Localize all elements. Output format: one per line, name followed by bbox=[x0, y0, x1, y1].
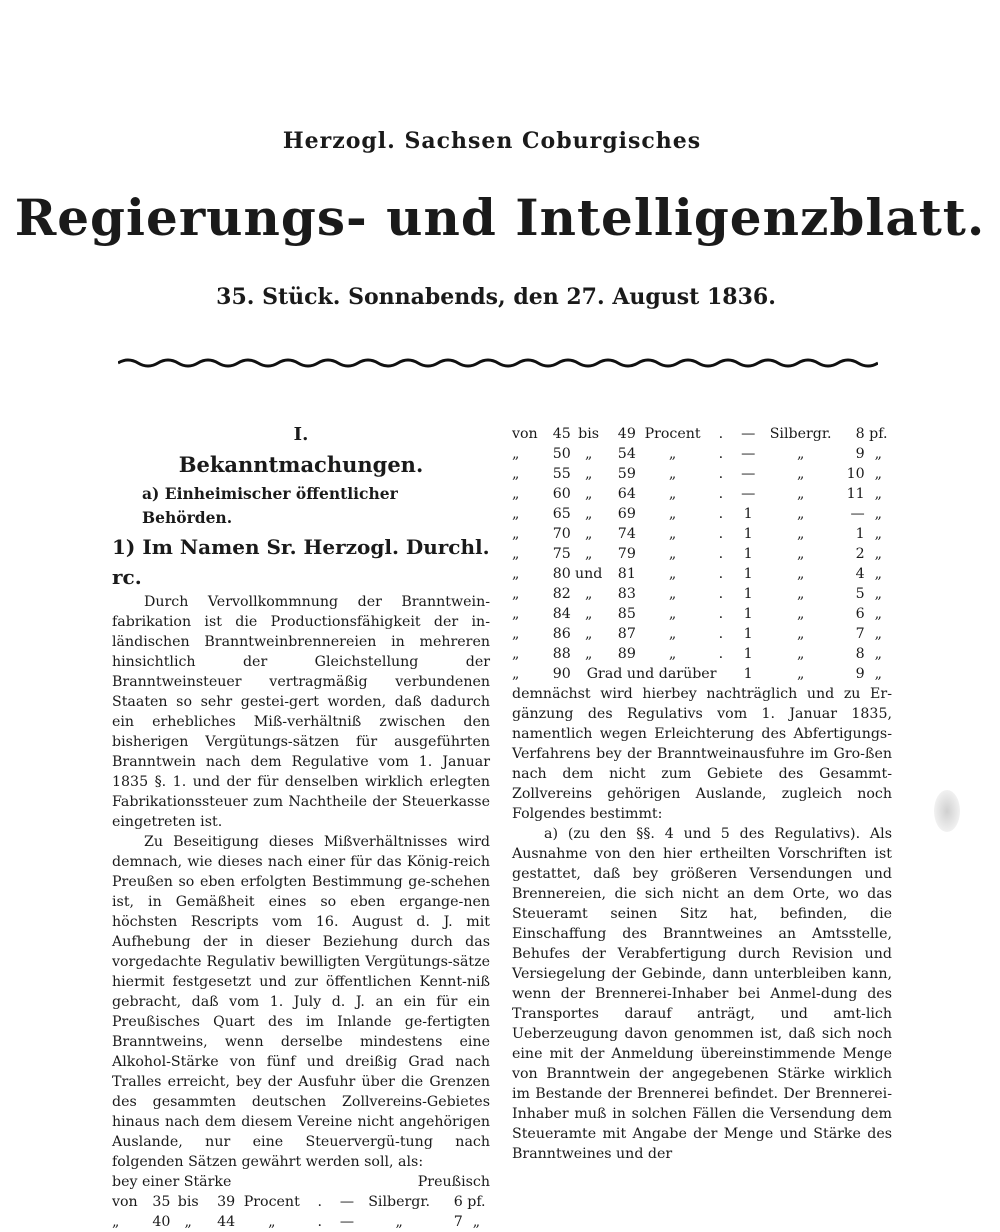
table-cell: „ bbox=[584, 526, 593, 542]
table-row bbox=[112, 1212, 490, 1232]
table-cell: 65 bbox=[552, 506, 571, 522]
table-cell: . bbox=[718, 566, 724, 582]
table-row bbox=[112, 1192, 490, 1212]
table-cell: „ bbox=[512, 526, 520, 542]
table-cell: . bbox=[317, 1194, 323, 1210]
table-row bbox=[512, 524, 892, 544]
table-cell: — bbox=[741, 486, 756, 502]
table-cell: Silbergr. bbox=[368, 1194, 431, 1210]
table-cell: „ bbox=[796, 486, 805, 502]
table-row bbox=[512, 464, 892, 484]
table-cell: — bbox=[741, 446, 756, 462]
table-cell: „ bbox=[796, 446, 805, 462]
table-cell: . bbox=[718, 446, 724, 462]
table-cell: „ bbox=[512, 606, 520, 622]
table-row bbox=[512, 504, 892, 524]
table-cell: 54 bbox=[617, 446, 636, 462]
table-cell: — bbox=[741, 466, 756, 482]
table-cell: „ bbox=[668, 506, 677, 522]
table-cell: Procent bbox=[644, 426, 701, 442]
table-cell: 60 bbox=[552, 486, 571, 502]
table-cell: „ bbox=[472, 1214, 481, 1230]
table-cell: „ bbox=[796, 606, 805, 622]
section-number: I. bbox=[293, 424, 309, 445]
table-cell: 70 bbox=[552, 526, 571, 542]
table-cell: „ bbox=[796, 586, 805, 602]
table-cell: „ bbox=[874, 486, 882, 502]
rate-table bbox=[512, 424, 892, 684]
table-cell: „ bbox=[874, 606, 882, 622]
table-cell: 1 bbox=[743, 586, 753, 602]
table-cell: „ bbox=[874, 526, 882, 542]
table-cell: „ bbox=[668, 626, 677, 642]
table-cell: „ bbox=[668, 606, 677, 622]
table-cell: „ bbox=[584, 506, 593, 522]
table-cell: 45 bbox=[552, 426, 571, 442]
table-cell: „ bbox=[584, 646, 593, 662]
table-cell: 79 bbox=[617, 546, 636, 562]
table-cell: . bbox=[317, 1214, 323, 1230]
table-cell: „ bbox=[512, 506, 520, 522]
table-cell: „ bbox=[112, 1214, 120, 1230]
table-cell: 88 bbox=[552, 646, 571, 662]
issue-line: 35. Stück. Sonnabends, den 27. August 1836. bbox=[216, 284, 776, 310]
table-cell: „ bbox=[668, 566, 677, 582]
table-cell: 7 bbox=[453, 1214, 463, 1230]
table-cell: 89 bbox=[617, 646, 636, 662]
table-cell: — bbox=[339, 1214, 355, 1230]
table-cell: . bbox=[718, 426, 724, 442]
table-cell: pf. bbox=[467, 1194, 486, 1210]
subsubsection-title: 1) Im Namen Sr. Herzogl. Durchl. rc. bbox=[112, 535, 490, 589]
table-cell: „ bbox=[668, 586, 677, 602]
paragraph: demnächst wird hierbey nachträglich und zu Er-gänzung des Regulativs vom 1. Januar 1835, namentlich wegen Erleichterung des Abfertigungs-Verfahrens bey der Branntweinausfuhre im Gro-ßen nach dem nicht zum Gebiete des Gesammt-Zollvereins gehörigen Auslande, zugleich noch Folgendes bestimmt: bbox=[512, 686, 892, 822]
table-cell: „ bbox=[668, 646, 677, 662]
table-cell: 75 bbox=[552, 546, 571, 562]
table-cell: „ bbox=[796, 626, 805, 642]
rate-table-head bbox=[112, 1172, 490, 1192]
table-cell: „ bbox=[796, 546, 805, 562]
table-cell: — bbox=[850, 506, 865, 522]
table-cell: 1 bbox=[743, 626, 753, 642]
table-cell: „ bbox=[584, 546, 593, 562]
table-cell: „ bbox=[796, 646, 805, 662]
table-cell: „ bbox=[874, 446, 882, 462]
table-cell: 82 bbox=[552, 586, 571, 602]
publisher-line: Herzogl. Sachsen Coburgisches bbox=[282, 128, 702, 154]
table-cell: „ bbox=[874, 626, 882, 642]
table-cell: von bbox=[512, 426, 538, 442]
table-cell: Procent bbox=[243, 1194, 300, 1210]
table-cell: 6 bbox=[855, 606, 865, 622]
table-cell: „ bbox=[584, 606, 593, 622]
table-cell: 9 bbox=[855, 666, 865, 682]
table-cell: . bbox=[718, 466, 724, 482]
table-cell: 10 bbox=[846, 466, 865, 482]
table-row bbox=[512, 444, 892, 464]
paper-stain bbox=[934, 790, 960, 832]
table-cell: „ bbox=[874, 646, 882, 662]
table-cell: „ bbox=[668, 486, 677, 502]
table-cell: „ bbox=[668, 466, 677, 482]
table-cell: „ bbox=[874, 506, 882, 522]
table-cell: 2 bbox=[855, 546, 865, 562]
table-head-right: Preußisch bbox=[417, 1174, 490, 1190]
table-cell: 4 bbox=[855, 566, 865, 582]
table-row bbox=[512, 604, 892, 624]
table-cell: „ bbox=[584, 446, 593, 462]
table-row bbox=[512, 484, 892, 504]
table-cell: 1 bbox=[855, 526, 865, 542]
table-cell: . bbox=[718, 506, 724, 522]
table-cell: 1 bbox=[743, 606, 753, 622]
table-row bbox=[512, 584, 892, 604]
table-cell: „ bbox=[512, 626, 520, 642]
table-cell: bis bbox=[578, 426, 600, 442]
table-cell: . bbox=[718, 546, 724, 562]
table-cell: 81 bbox=[617, 566, 636, 582]
table-cell: 69 bbox=[617, 506, 636, 522]
table-row bbox=[512, 624, 892, 644]
table-cell: bis bbox=[177, 1194, 199, 1210]
table-head-left: bey einer Stärke bbox=[112, 1174, 232, 1190]
table-cell: pf. bbox=[869, 426, 888, 442]
table-cell: „ bbox=[584, 466, 593, 482]
table-cell: 1 bbox=[743, 566, 753, 582]
table-cell: 8 bbox=[855, 426, 865, 442]
table-cell: „ bbox=[796, 506, 805, 522]
table-cell: „ bbox=[512, 446, 520, 462]
table-cell: 35 bbox=[152, 1194, 171, 1210]
table-cell: 50 bbox=[552, 446, 571, 462]
table-cell: 1 bbox=[743, 506, 753, 522]
table-cell: Grad und darüber bbox=[586, 666, 717, 682]
table-cell: 83 bbox=[617, 586, 636, 602]
table-cell: . bbox=[718, 606, 724, 622]
table-cell: „ bbox=[668, 446, 677, 462]
table-row bbox=[512, 564, 892, 584]
paragraph: Durch Vervollkommnung der Branntwein-fabrikation ist die Productionsfähigkeit der in-ländischen Branntweinbrennereien in mehreren hinsichtlich der Gleichstellung der Branntweinsteuer vertragmäßig verbundenen Staaten so sehr gestei-gert worden, daß dadurch ein erhebliches Miß-verhältniß zwischen den bisherigen Vergütungs-sätzen für ausgeführten Branntwein nach dem Regulative vom 1. Januar 1835 §. 1. und der für denselben wirklich erlegten Fabrikationssteuer zum Nachtheile der Steuerkasse eingetreten ist. bbox=[112, 594, 490, 830]
table-cell: — bbox=[741, 426, 756, 442]
table-cell: von bbox=[112, 1194, 138, 1210]
table-cell: 1 bbox=[743, 666, 753, 682]
table-row bbox=[512, 544, 892, 564]
subsection-title: a) Einheimischer öffentlicher Behörden. bbox=[142, 484, 398, 527]
table-cell: 9 bbox=[855, 446, 865, 462]
table-row bbox=[512, 644, 892, 664]
table-cell: „ bbox=[268, 1214, 276, 1230]
table-cell: — bbox=[339, 1194, 355, 1210]
table-cell: „ bbox=[874, 566, 882, 582]
table-cell: „ bbox=[796, 566, 805, 582]
table-cell: 39 bbox=[217, 1194, 236, 1210]
table-cell: „ bbox=[512, 566, 520, 582]
table-cell: 1 bbox=[743, 526, 753, 542]
table-cell: 90 bbox=[552, 666, 571, 682]
table-cell: „ bbox=[874, 466, 882, 482]
decorative-rule bbox=[118, 356, 878, 370]
table-cell: „ bbox=[874, 546, 882, 562]
table-cell: 5 bbox=[855, 586, 865, 602]
table-cell: 1 bbox=[743, 646, 753, 662]
table-cell: „ bbox=[584, 586, 593, 602]
table-cell: 86 bbox=[552, 626, 571, 642]
table-cell: „ bbox=[512, 646, 520, 662]
newspaper-title: Regierungs- und Intelligenzblatt. bbox=[14, 188, 986, 247]
paragraph: Zu Beseitigung dieses Mißverhältnisses wird demnach, wie dieses nach einer für das König-reich Preußen so eben erfolgten Bestimmung ge-schehen ist, in Gemäßheit eines so eben ergange-nen höchsten Rescripts vom 16. August d. J. mit Aufhebung der in dieser Beziehung durch das vorgedachte Regulativ bewilligten Vergütungs-sätze hiermit festgesetzt und zur öffentlichen Kennt-niß gebracht, daß vom 1. July d. J. an ein für ein Preußisches Quart des im Inlande ge-fertigten Branntweins, wenn derselbe mindestens eine Alkohol-Stärke von fünf und dreißig Grad nach Tralles erreicht, bey der Ausfuhr über die Grenzen des gesammten deutschen Zollvereins-Gebietes hinaus nach dem diesem Vereine nicht angehörigen Auslande, nur eine Steuervergü-tung nach folgenden Sätzen gewährt werden soll, als: bbox=[112, 834, 490, 1170]
table-cell: 87 bbox=[617, 626, 636, 642]
table-cell: 55 bbox=[552, 466, 571, 482]
table-cell: . bbox=[718, 486, 724, 502]
table-cell: . bbox=[718, 526, 724, 542]
right-column bbox=[512, 424, 892, 1164]
table-row bbox=[512, 664, 892, 684]
table-cell: 59 bbox=[617, 466, 636, 482]
table-cell: „ bbox=[796, 466, 805, 482]
table-cell: „ bbox=[796, 666, 805, 682]
table-row bbox=[512, 424, 892, 444]
table-cell: 7 bbox=[855, 626, 865, 642]
table-cell: „ bbox=[874, 586, 882, 602]
table-cell: . bbox=[718, 586, 724, 602]
left-column bbox=[112, 422, 490, 1232]
table-cell: 1 bbox=[743, 546, 753, 562]
paragraph: a) (zu den §§. 4 und 5 des Regulativs). Als Ausnahme von den hier ertheilten Vorschriften ist gestattet, daß bey größeren Versendungen und Brennereien, die sich nicht an dem Orte, wo das Steueramt seinen Sitz hat, befinden, die Einschaffung des Branntweines an Amtsstelle, Behufes der Verabfertigung durch Revision und Versiegelung der Gebinde, dann unterbleiben kann, wenn der Brennerei-Inhaber bei Anmel-dung des Transportes darauf anträgt, und amt-lich Ueberzeugung davon genommen ist, daß sich noch eine mit der Anmeldung übereinstimmende Menge von Branntwein der angegebenen Stärke wirklich im Bestande der Brennerei befindet. Der Brennerei-Inhaber muß in solchen Fällen die Versendung dem Steueramte mit Angabe der Menge und Stärke des Branntweines und der bbox=[512, 826, 892, 1162]
table-cell: 8 bbox=[855, 646, 865, 662]
table-cell: 40 bbox=[152, 1214, 171, 1230]
table-cell: „ bbox=[512, 546, 520, 562]
table-cell: „ bbox=[874, 666, 882, 682]
table-cell: und bbox=[574, 566, 603, 582]
table-cell: 49 bbox=[617, 426, 636, 442]
table-cell: 11 bbox=[846, 486, 865, 502]
table-cell: 80 bbox=[552, 566, 571, 582]
table-cell: „ bbox=[668, 526, 677, 542]
table-cell: „ bbox=[512, 486, 520, 502]
table-cell: „ bbox=[184, 1214, 192, 1230]
table-cell: . bbox=[718, 646, 724, 662]
table-cell: 74 bbox=[617, 526, 636, 542]
rate-table bbox=[112, 1192, 490, 1232]
table-cell: 64 bbox=[617, 486, 636, 502]
table-cell: 44 bbox=[217, 1214, 236, 1230]
table-cell: . bbox=[718, 626, 724, 642]
table-cell: „ bbox=[395, 1214, 403, 1230]
table-cell: „ bbox=[584, 626, 593, 642]
table-cell: 84 bbox=[552, 606, 571, 622]
table-cell: „ bbox=[584, 486, 593, 502]
section-title: Bekanntmachungen. bbox=[178, 452, 424, 477]
table-cell: „ bbox=[512, 666, 520, 682]
table-cell: „ bbox=[796, 526, 805, 542]
table-cell: „ bbox=[512, 466, 520, 482]
table-cell: „ bbox=[512, 586, 520, 602]
table-cell: 6 bbox=[453, 1194, 463, 1210]
table-cell: 85 bbox=[617, 606, 636, 622]
table-cell: Silbergr. bbox=[769, 426, 832, 442]
table-cell: „ bbox=[668, 546, 677, 562]
